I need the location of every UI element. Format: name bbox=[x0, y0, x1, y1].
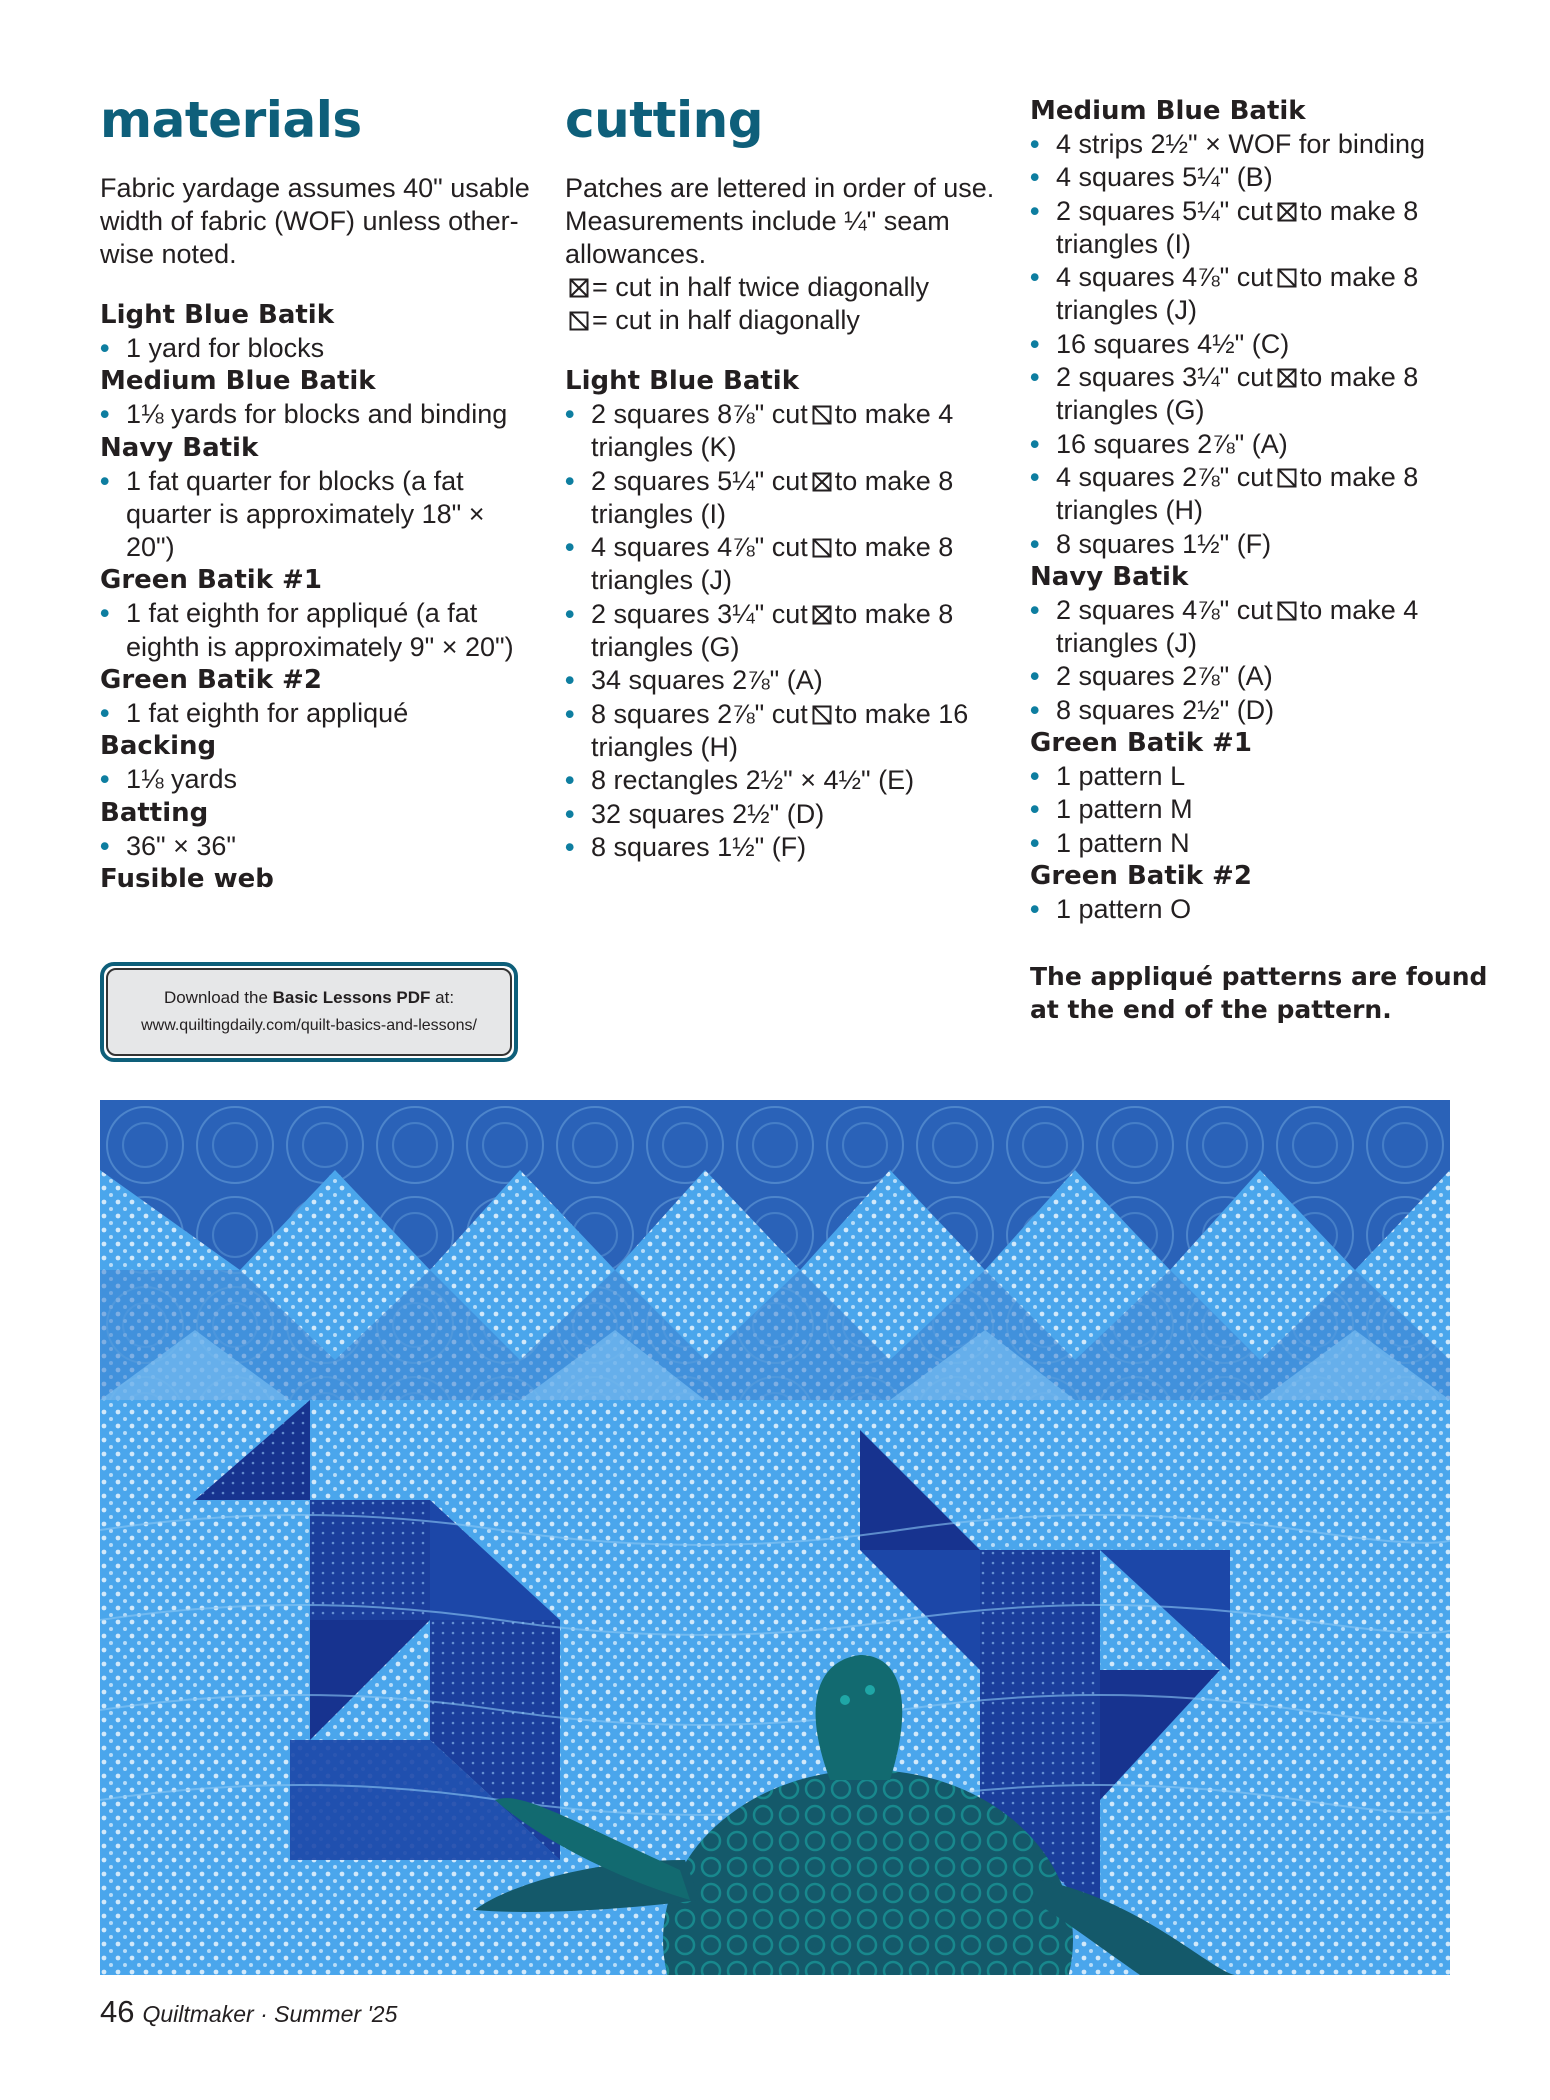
cut-item: • 16 squares 4½" (C) bbox=[1030, 328, 1490, 361]
cut-item: • 2 squares 4⅞" cut to make 4 triangles (J) bbox=[1030, 594, 1490, 661]
cut-item: • 4 squares 2⅞" cut to make 8 triangles (H) bbox=[1030, 461, 1490, 528]
fabric-name-green-1: Green Batik #1 bbox=[1030, 728, 1252, 759]
material-item-list bbox=[100, 398, 530, 431]
cut-item: • 32 squares 2½" (D) bbox=[565, 798, 1005, 831]
cut-item: • 4 squares 4⅞" cut to make 8 triangles (J) bbox=[565, 531, 1005, 598]
cut-item: • 4 strips 2½" × WOF for binding bbox=[1030, 128, 1490, 161]
cut-item: • 4 squares 4⅞" cut to make 8 triangles (J) bbox=[1030, 261, 1490, 328]
quilt-photo bbox=[100, 1100, 1450, 1975]
cut-item: • 2 squares 5¼" cut to make 8 triangles (I) bbox=[1030, 195, 1490, 262]
cutting-heading: cutting bbox=[565, 91, 764, 149]
download-box-content bbox=[106, 968, 512, 1056]
cutting-intro: Patches are lettered in order of use. Measurements include ¼" seam allowances. bbox=[565, 173, 995, 269]
materials-heading: materials bbox=[100, 91, 362, 149]
page-number: 46 bbox=[100, 1994, 135, 2029]
cut-item: • 2 squares 8⅞" cut to make 4 triangles (K) bbox=[565, 398, 1005, 465]
materials-fabric-list bbox=[100, 299, 530, 896]
material-item-list bbox=[100, 763, 530, 796]
material-item: • 1⅛ yards for blocks and binding bbox=[100, 398, 530, 431]
material-fabric-name: Medium Blue Batik bbox=[100, 366, 376, 397]
page-footer bbox=[100, 1992, 397, 2034]
cut-diagonal-icon bbox=[1277, 468, 1297, 488]
material-fabric-name: Green Batik #1 bbox=[100, 565, 322, 596]
cut-item: • 8 squares 1½" (F) bbox=[1030, 528, 1490, 561]
material-fabric-name: Green Batik #2 bbox=[100, 665, 322, 696]
cut-twice-diagonal-icon bbox=[569, 278, 589, 298]
material-item: • 1 fat eighth for appliqué (a fat eighth is approximately 9" × 20") bbox=[100, 597, 530, 664]
cut-diagonal-icon bbox=[812, 538, 832, 558]
download-text: Download the Basic Lessons PDF at: bbox=[163, 988, 455, 1007]
material-fabric-name: Fusible web bbox=[100, 863, 274, 894]
cut-item: • 8 squares 2⅞" cut to make 16 triangles (H) bbox=[565, 698, 1005, 765]
cut-diagonal-icon bbox=[812, 405, 832, 425]
cut-item: • 1 pattern O bbox=[1030, 893, 1490, 926]
fabric-name-light-blue: Light Blue Batik bbox=[565, 366, 799, 396]
cut-item: • 4 squares 5¼" (B) bbox=[1030, 161, 1490, 194]
cutting-column bbox=[565, 90, 1005, 864]
material-fabric-name: Light Blue Batik bbox=[100, 300, 334, 330]
applique-note: The appliqué patterns are found at the end of the pattern. bbox=[1030, 962, 1488, 1025]
cut-item: • 8 rectangles 2½" × 4½" (E) bbox=[565, 764, 1005, 797]
basic-lessons-label: Basic Lessons PDF bbox=[272, 988, 431, 1007]
material-fabric-name: Batting bbox=[100, 797, 209, 828]
material-item-list bbox=[100, 332, 530, 365]
materials-intro: Fabric yardage assumes 40" usable width of fabric (WOF) unless other-wise noted. bbox=[100, 173, 530, 269]
legend-slash: = cut in half diagonally bbox=[565, 304, 1005, 337]
material-item-list bbox=[100, 597, 530, 664]
magazine-issue: Quiltmaker · Summer '25 bbox=[142, 2001, 398, 2027]
cut-diagonal-icon bbox=[1277, 268, 1297, 288]
material-item: • 1 fat quarter for blocks (a fat quarter is approximately 18" × 20") bbox=[100, 465, 530, 565]
cut-item: • 2 squares 5¼" cut to make 8 triangles (I) bbox=[565, 465, 1005, 532]
cut-twice-diagonal-icon bbox=[812, 605, 832, 625]
material-item-list bbox=[100, 830, 530, 863]
materials-column bbox=[100, 90, 530, 896]
cut-twice-diagonal-icon bbox=[1277, 368, 1297, 388]
legend-x: = cut in half twice diagonally bbox=[565, 271, 1005, 304]
fabric-name-green-2: Green Batik #2 bbox=[1030, 860, 1252, 891]
cut-diagonal-icon bbox=[812, 705, 832, 725]
material-fabric-name: Navy Batik bbox=[100, 432, 259, 463]
cut-item: • 1 pattern M bbox=[1030, 793, 1490, 826]
material-item-list bbox=[100, 465, 530, 565]
cut-item: • 34 squares 2⅞" (A) bbox=[565, 664, 1005, 697]
download-url[interactable]: www.quiltingdaily.com/quilt-basics-and-lessons/ bbox=[141, 1017, 477, 1034]
material-item: • 36" × 36" bbox=[100, 830, 530, 863]
cut-item: • 1 pattern L bbox=[1030, 760, 1490, 793]
cut-item: • 2 squares 2⅞" (A) bbox=[1030, 660, 1490, 693]
cut-item: • 1 pattern N bbox=[1030, 827, 1490, 860]
fabric-name-medium-blue: Medium Blue Batik bbox=[1030, 96, 1306, 126]
cut-diagonal-icon bbox=[569, 311, 589, 331]
cutting-column-continued bbox=[1030, 95, 1490, 1026]
navy-cut-list bbox=[1030, 594, 1490, 727]
material-item: • 1⅛ yards bbox=[100, 763, 530, 796]
cut-twice-diagonal-icon bbox=[812, 472, 832, 492]
material-item: • 1 fat eighth for appliqué bbox=[100, 697, 530, 730]
fabric-name-navy: Navy Batik bbox=[1030, 561, 1189, 592]
cut-item: • 16 squares 2⅞" (A) bbox=[1030, 428, 1490, 461]
material-fabric-name: Backing bbox=[100, 731, 217, 762]
material-item: • 1 yard for blocks bbox=[100, 332, 530, 365]
cut-item: • 2 squares 3¼" cut to make 8 triangles (G) bbox=[1030, 361, 1490, 428]
green-1-cut-list bbox=[1030, 760, 1490, 860]
cut-twice-diagonal-icon bbox=[1277, 202, 1297, 222]
cut-item: • 8 squares 1½" (F) bbox=[565, 831, 1005, 864]
download-box bbox=[100, 962, 518, 1062]
cut-diagonal-icon bbox=[1277, 601, 1297, 621]
medium-blue-cut-list bbox=[1030, 128, 1490, 561]
cut-item: • 8 squares 2½" (D) bbox=[1030, 694, 1490, 727]
cut-item: • 2 squares 3¼" cut to make 8 triangles (G) bbox=[565, 598, 1005, 665]
material-item-list bbox=[100, 697, 530, 730]
green-2-cut-list bbox=[1030, 893, 1490, 926]
light-blue-cut-list bbox=[565, 398, 1005, 864]
